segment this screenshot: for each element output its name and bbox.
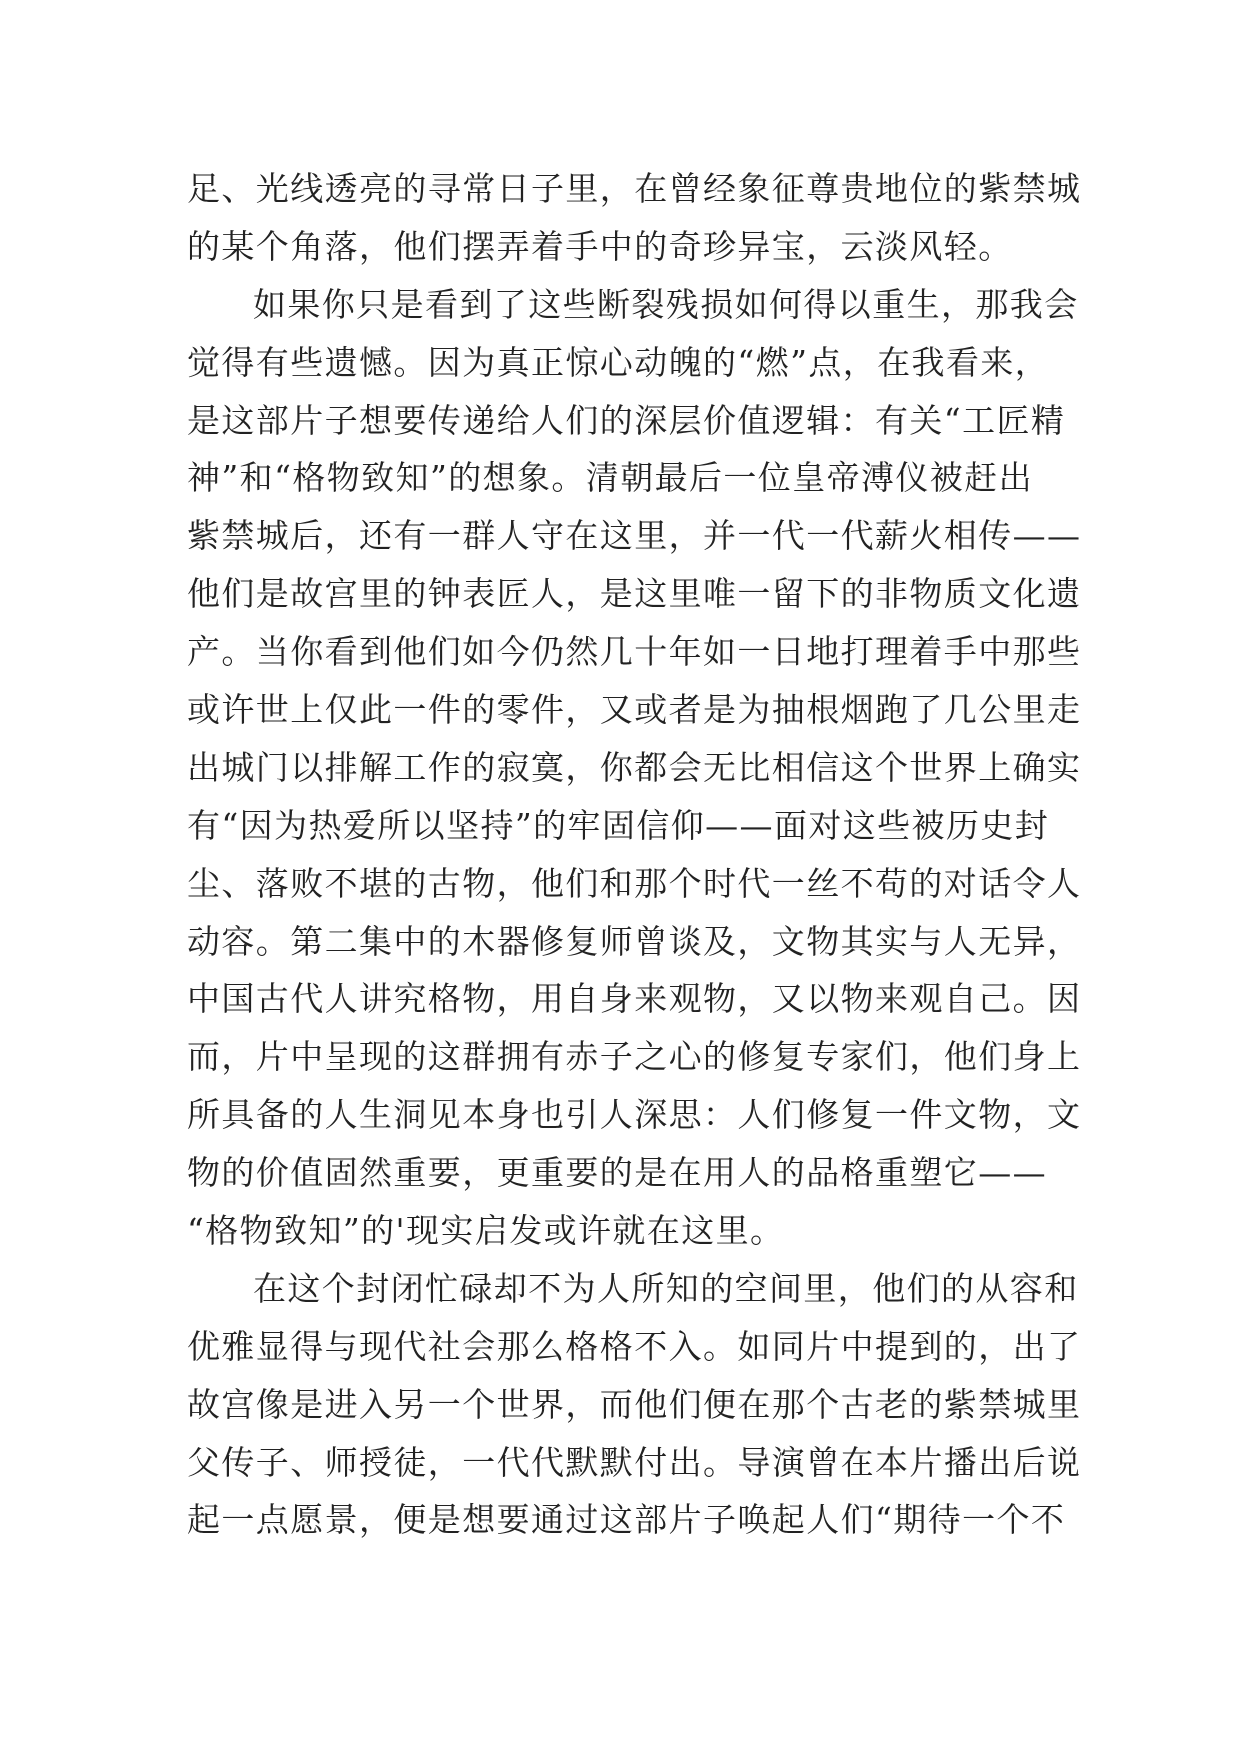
text-line: 出城门以排解工作的寂寞，你都会无比相信这个世界上确实 — [187, 747, 1082, 787]
text-line: 故宫像是进入另一个世界，而他们便在那个古老的紫禁城里 — [187, 1384, 1082, 1424]
text-line: 他们是故宫里的钟表匠人，是这里唯一留下的非物质文化遗 — [187, 574, 1082, 614]
text-line: 而，片中呈现的这群拥有赤子之心的修复专家们，他们身上 — [187, 1037, 1082, 1077]
text-line: 中国古代人讲究格物，用自身来观物，又以物来观自己。因 — [187, 979, 1082, 1019]
text-line: 足、光线透亮的寻常日子里，在曾经象征尊贵地位的紫禁城 — [187, 169, 1082, 208]
text-line: 紫禁城后，还有一群人守在这里，并一代一代薪火相传—— — [187, 516, 1082, 556]
text-line: 或许世上仅此一件的零件，又或者是为抽根烟跑了几公里走 — [187, 690, 1082, 730]
text-line: 产。当你看到他们如今仍然几十年如一日地打理着手中那些 — [187, 632, 1082, 672]
body-text — [187, 160, 1082, 1549]
text-line: 觉得有些遗憾。因为真正惊心动魄的“燃”点，在我看来， — [187, 342, 1050, 382]
text-line: 物的价值固然重要，更重要的是在用人的品格重塑它—— — [187, 1153, 1047, 1193]
text-line: 父传子、师授徒，一代代默默付出。导演曾在本片播出后说 — [187, 1442, 1082, 1482]
text-line: 起一点愿景，便是想要通过这部片子唤起人们“期待一个不 — [187, 1500, 1066, 1540]
text-line: 的某个角落，他们摆弄着手中的奇珍异宝，云淡风轻。 — [187, 226, 1013, 266]
paragraph-first-line: 如果你只是看到了这些断裂残损如何得以重生，那我会 — [253, 284, 1079, 324]
text-line: 尘、落败不堪的古物，他们和那个时代一丝不苟的对话令人 — [187, 863, 1082, 903]
text-line: 所具备的人生洞见本身也引人深思：人们修复一件文物，文 — [187, 1095, 1082, 1135]
text-line: 有“因为热爱所以坚持”的牢固信仰——面对这些被历史封 — [187, 805, 1050, 845]
text-line: 神”和“格物致知”的想象。清朝最后一位皇帝溥仪被赶出 — [187, 458, 1034, 498]
paragraph-first-line: 在这个封闭忙碌却不为人所知的空间里，他们的从容和 — [253, 1268, 1079, 1308]
text-line: 是这部片子想要传递给人们的深层价值逻辑：有关“工匠精 — [187, 400, 1066, 440]
text-line: 动容。第二集中的木器修复师曾谈及，文物其实与人无异， — [187, 921, 1082, 961]
text-line: “格物致知”的'现实启发或许就在这里。 — [187, 1211, 785, 1251]
text-line: 优雅显得与现代社会那么格格不入。如同片中提到的，出了 — [187, 1326, 1082, 1366]
